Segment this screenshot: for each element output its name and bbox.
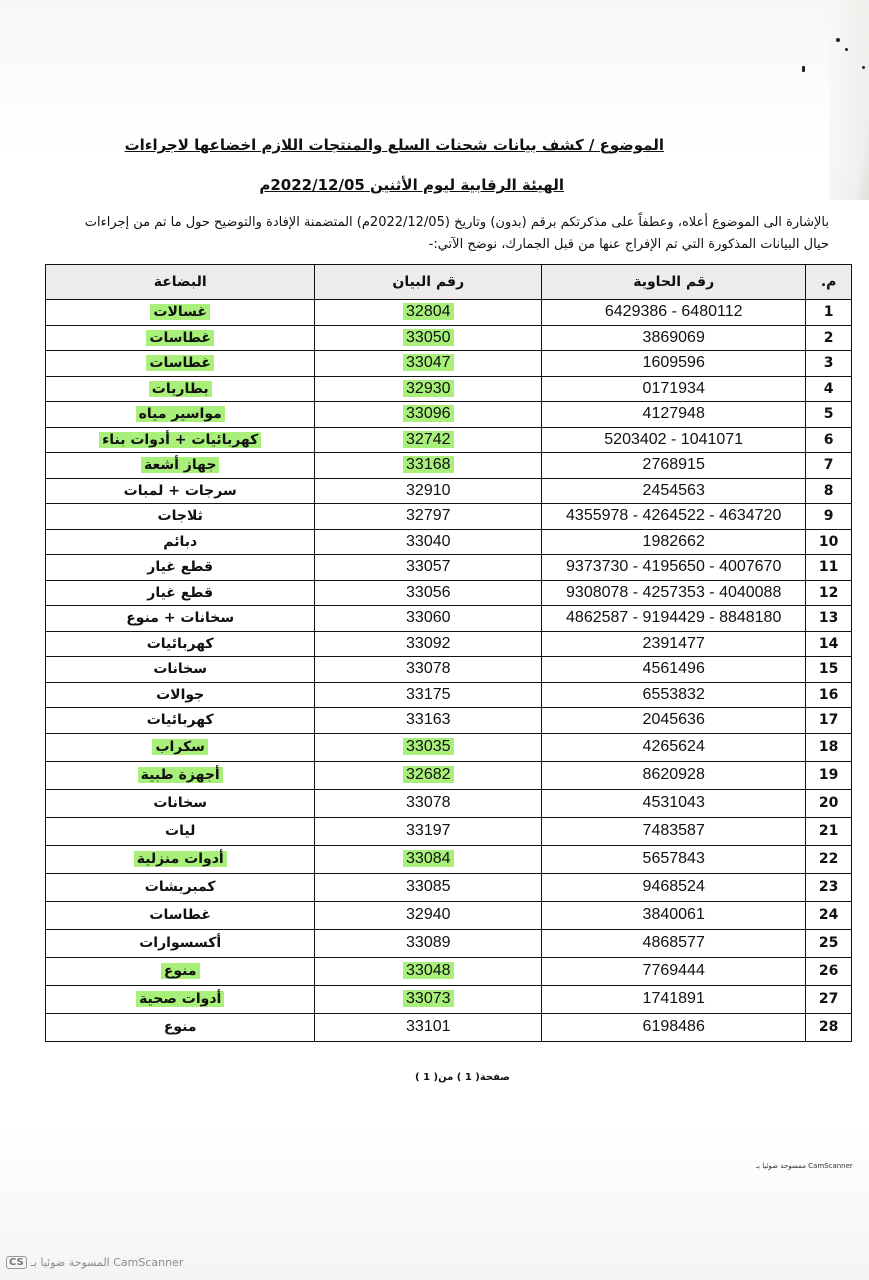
cell-bill-highlighted-text: 33050 <box>403 329 454 346</box>
cell-bill <box>315 761 542 789</box>
cell-goods: غطاسات <box>46 901 315 929</box>
cell-goods: أكسسوارات <box>46 929 315 957</box>
cell-goods: قطع غيار <box>46 555 315 581</box>
cell-container: 2045636 <box>542 708 806 734</box>
cell-container: 3869069 <box>542 325 806 351</box>
cell-num: 13 <box>806 606 852 632</box>
cell-num: 28 <box>806 1013 852 1041</box>
cell-goods: سخانات <box>46 789 315 817</box>
cell-num: 12 <box>806 580 852 606</box>
cell-bill-highlighted-text: 33084 <box>403 850 454 867</box>
table-row <box>46 682 852 708</box>
cell-bill: 33078 <box>315 657 542 683</box>
cell-container: 2391477 <box>542 631 806 657</box>
cell-container: 0171934 <box>542 376 806 402</box>
cell-container: 4040088 - 4257353 - 9308078 <box>542 580 806 606</box>
cell-goods-highlighted-text: كهربائيات + أدوات بناء <box>99 432 261 448</box>
cell-goods-highlighted-text: غطاسات <box>146 330 214 346</box>
cell-container: 4007670 - 4195650 - 9373730 <box>542 555 806 581</box>
table-row <box>46 453 852 479</box>
col-header-container: رقم الحاوية <box>542 265 806 300</box>
cell-bill <box>315 845 542 873</box>
table-header-row <box>46 265 852 300</box>
table-row <box>46 478 852 504</box>
col-header-num: م. <box>806 265 852 300</box>
table-row <box>46 1013 852 1041</box>
cell-num: 26 <box>806 957 852 985</box>
cell-num: 20 <box>806 789 852 817</box>
cell-goods-highlighted-text: أجهزة طبية <box>138 767 223 783</box>
cell-bill <box>315 985 542 1013</box>
table-row <box>46 761 852 789</box>
cell-num: 11 <box>806 555 852 581</box>
cell-goods <box>46 733 315 761</box>
cell-goods-highlighted-text: منوع <box>161 963 200 979</box>
table-row <box>46 845 852 873</box>
table-row <box>46 929 852 957</box>
cell-bill-highlighted-text: 32804 <box>403 303 454 320</box>
cell-goods <box>46 376 315 402</box>
cell-bill-highlighted-text: 33048 <box>403 962 454 979</box>
cell-bill: 33101 <box>315 1013 542 1041</box>
cell-goods: جوالات <box>46 682 315 708</box>
cell-container: 1982662 <box>542 529 806 555</box>
cell-bill: 33056 <box>315 580 542 606</box>
cell-goods-highlighted-text: أدوات منزلية <box>134 851 227 867</box>
cell-bill-highlighted-text: 33168 <box>403 456 454 473</box>
table-body <box>46 300 852 1042</box>
cell-goods: كهربائيات <box>46 631 315 657</box>
cell-container: 6553832 <box>542 682 806 708</box>
cell-container: 1041071 - 5203402 <box>542 427 806 453</box>
table-row <box>46 657 852 683</box>
cell-goods-highlighted-text: غطاسات <box>146 355 214 371</box>
cell-container: 7483587 <box>542 817 806 845</box>
table-row <box>46 427 852 453</box>
cell-goods: كمبريشات <box>46 873 315 901</box>
table-row <box>46 957 852 985</box>
table-row <box>46 300 852 326</box>
cell-num: 10 <box>806 529 852 555</box>
cell-bill: 33163 <box>315 708 542 734</box>
cell-container: 6480112 - 6429386 <box>542 300 806 326</box>
camscanner-watermark <box>6 1256 183 1269</box>
cell-container: 7769444 <box>542 957 806 985</box>
cell-goods-highlighted-text: أدوات صحية <box>136 991 224 1007</box>
cell-container: 4634720 - 4264522 - 4355978 <box>542 504 806 530</box>
subject-title-date: الهيئة الرقابية ليوم الأثنين 2022/12/05م <box>259 176 564 194</box>
scanner-stamp: CamScanner ممسوحة ضوئيا بـ <box>756 1162 853 1170</box>
cell-goods <box>46 845 315 873</box>
table-row <box>46 402 852 428</box>
scan-speck <box>862 66 865 69</box>
cell-container: 8848180 - 9194429 - 4862587 <box>542 606 806 632</box>
cell-num: 7 <box>806 453 852 479</box>
cell-bill: 33092 <box>315 631 542 657</box>
cell-goods-highlighted-text: سكراب <box>152 739 208 755</box>
subject-title: الموضوع / كشف بيانات شحنات السلع والمنتجات اللازم اخضاعها لاجراءات <box>124 136 664 154</box>
cell-goods <box>46 325 315 351</box>
cell-num: 22 <box>806 845 852 873</box>
cell-goods <box>46 427 315 453</box>
cell-goods <box>46 453 315 479</box>
cell-num: 21 <box>806 817 852 845</box>
scan-speck <box>845 48 848 51</box>
intro-paragraph <box>39 212 829 256</box>
cell-num: 5 <box>806 402 852 428</box>
cell-bill <box>315 427 542 453</box>
table-row <box>46 555 852 581</box>
cell-container: 4265624 <box>542 733 806 761</box>
cell-num: 18 <box>806 733 852 761</box>
cell-bill <box>315 453 542 479</box>
table-row <box>46 631 852 657</box>
table-row <box>46 529 852 555</box>
cell-bill <box>315 351 542 377</box>
cell-num: 6 <box>806 427 852 453</box>
cell-container: 8620928 <box>542 761 806 789</box>
cell-goods-highlighted-text: غسالات <box>150 304 210 320</box>
cell-num: 2 <box>806 325 852 351</box>
table-row <box>46 376 852 402</box>
cell-goods: كهربائيات <box>46 708 315 734</box>
cell-bill <box>315 733 542 761</box>
table-row <box>46 873 852 901</box>
cell-num: 16 <box>806 682 852 708</box>
cell-bill-highlighted-text: 32742 <box>403 431 454 448</box>
camscanner-logo-icon: CS <box>6 1256 27 1269</box>
table-row <box>46 504 852 530</box>
cell-bill-highlighted-text: 33096 <box>403 405 454 422</box>
cell-bill: 33078 <box>315 789 542 817</box>
cell-container: 4561496 <box>542 657 806 683</box>
cell-container: 2454563 <box>542 478 806 504</box>
cell-bill-highlighted-text: 33047 <box>403 354 454 371</box>
cell-goods <box>46 402 315 428</box>
cell-goods: ثلاجات <box>46 504 315 530</box>
cell-bill: 33060 <box>315 606 542 632</box>
cell-bill: 33057 <box>315 555 542 581</box>
cell-num: 15 <box>806 657 852 683</box>
cell-goods <box>46 300 315 326</box>
cell-bill <box>315 376 542 402</box>
col-header-bill: رقم البيان <box>315 265 542 300</box>
scan-speck <box>836 38 840 42</box>
cell-bill-highlighted-text: 33035 <box>403 738 454 755</box>
cell-bill: 32797 <box>315 504 542 530</box>
cell-num: 14 <box>806 631 852 657</box>
cell-bill: 33175 <box>315 682 542 708</box>
table-row <box>46 789 852 817</box>
cell-container: 9468524 <box>542 873 806 901</box>
page-edge-shadow <box>829 0 869 200</box>
cell-container: 4868577 <box>542 929 806 957</box>
scan-speck <box>802 66 805 72</box>
cell-goods: سخانات + منوع <box>46 606 315 632</box>
page-number: صفحة( 1 ) من( 1 ) <box>415 1072 510 1083</box>
shipments-table <box>45 264 852 1042</box>
cell-goods: ليات <box>46 817 315 845</box>
table-row <box>46 580 852 606</box>
cell-bill: 33089 <box>315 929 542 957</box>
cell-num: 1 <box>806 300 852 326</box>
cell-container: 1609596 <box>542 351 806 377</box>
table-row <box>46 606 852 632</box>
cell-num: 4 <box>806 376 852 402</box>
cell-goods <box>46 985 315 1013</box>
table-row <box>46 325 852 351</box>
watermark-text: المسوحة ضوئيا بـ CamScanner <box>30 1256 184 1269</box>
cell-bill: 33197 <box>315 817 542 845</box>
table-row <box>46 733 852 761</box>
table-row <box>46 708 852 734</box>
cell-bill-highlighted-text: 32682 <box>403 766 454 783</box>
cell-goods <box>46 351 315 377</box>
cell-bill-highlighted-text: 33073 <box>403 990 454 1007</box>
cell-num: 3 <box>806 351 852 377</box>
cell-goods <box>46 761 315 789</box>
cell-container: 1741891 <box>542 985 806 1013</box>
intro-line-2: حيال البيانات المذكورة التي تم الإفراج عنها من قبل الجمارك، نوضح الآتي:- <box>428 237 829 252</box>
cell-bill <box>315 325 542 351</box>
col-header-goods: البضاعة <box>46 265 315 300</box>
cell-num: 19 <box>806 761 852 789</box>
table-row <box>46 351 852 377</box>
cell-container: 5657843 <box>542 845 806 873</box>
cell-goods <box>46 957 315 985</box>
table-row <box>46 985 852 1013</box>
cell-goods: منوع <box>46 1013 315 1041</box>
cell-bill: 32940 <box>315 901 542 929</box>
cell-num: 9 <box>806 504 852 530</box>
cell-container: 6198486 <box>542 1013 806 1041</box>
cell-bill: 32910 <box>315 478 542 504</box>
cell-goods-highlighted-text: جهاز أشعة <box>141 457 219 473</box>
cell-num: 8 <box>806 478 852 504</box>
cell-container: 4531043 <box>542 789 806 817</box>
cell-goods-highlighted-text: بطاريات <box>149 381 212 397</box>
cell-bill: 33040 <box>315 529 542 555</box>
cell-bill <box>315 402 542 428</box>
cell-num: 17 <box>806 708 852 734</box>
table-row <box>46 901 852 929</box>
cell-goods: دبائم <box>46 529 315 555</box>
cell-goods-highlighted-text: مواسير مياه <box>136 406 225 422</box>
cell-num: 27 <box>806 985 852 1013</box>
cell-goods: سرجات + لمبات <box>46 478 315 504</box>
cell-bill <box>315 957 542 985</box>
cell-container: 3840061 <box>542 901 806 929</box>
cell-num: 25 <box>806 929 852 957</box>
cell-goods: سخانات <box>46 657 315 683</box>
cell-num: 23 <box>806 873 852 901</box>
cell-bill: 33085 <box>315 873 542 901</box>
cell-container: 4127948 <box>542 402 806 428</box>
cell-num: 24 <box>806 901 852 929</box>
intro-line-1: بالإشارة الى الموضوع أعلاه، وعطفاً على مذكرتكم برقم (بدون) وتاريخ (2022/12/05م) المتضمنة الإفادة والتوضيح حول ما تم من إجراءات <box>84 215 829 230</box>
cell-bill-highlighted-text: 32930 <box>403 380 454 397</box>
cell-container: 2768915 <box>542 453 806 479</box>
cell-bill <box>315 300 542 326</box>
cell-goods: قطع غيار <box>46 580 315 606</box>
table-row <box>46 817 852 845</box>
